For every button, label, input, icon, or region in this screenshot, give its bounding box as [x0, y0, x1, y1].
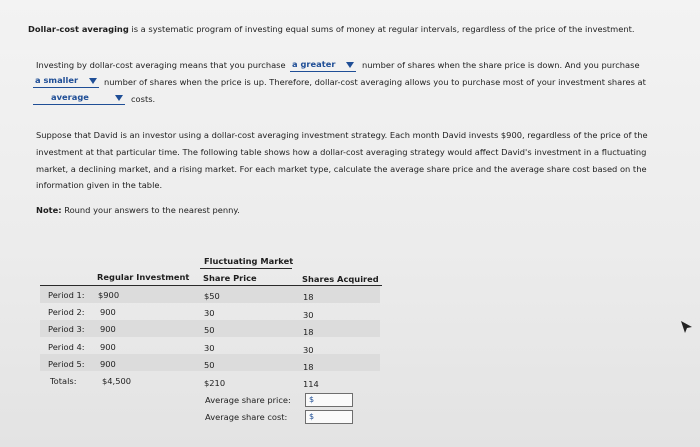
row-4-price: 30	[204, 343, 215, 353]
header-investment: Regular Investment	[97, 272, 190, 282]
note-label: Note:	[36, 205, 62, 215]
row-5-price: 50	[204, 360, 215, 370]
dropdown-share-price-up[interactable]	[33, 75, 99, 88]
row-2-shares: 30	[303, 310, 314, 320]
row-5-shares: 18	[303, 362, 314, 372]
row-2-price: 30	[204, 308, 215, 318]
avg-cost-label: Average share cost:	[205, 412, 288, 422]
fill-line-2-text: number of shares when the price is up. Therefore, dollar-cost averaging allows you to purchase most of your investment shares at	[104, 77, 646, 87]
intro-text: is a systematic program of investing equal sums of money at regular intervals, regardless of the price of the investment.	[128, 24, 635, 34]
fill-line-1-tail: number of shares when the share price is down. And you purchase	[362, 60, 640, 70]
scenario-line-4: information given in the table.	[36, 180, 163, 190]
chevron-down-icon	[346, 62, 354, 68]
header-rule	[40, 285, 382, 286]
avg-share-price-input[interactable]	[305, 393, 353, 407]
dropdown-costs[interactable]	[33, 92, 125, 105]
row-5-period: Period 5:	[48, 359, 85, 369]
avg-share-cost-input[interactable]	[305, 410, 353, 424]
header-shares: Shares Acquired	[302, 274, 379, 284]
totals-investment: $4,500	[102, 376, 132, 386]
note	[36, 205, 240, 215]
scenario-line-1: Suppose that David is an investor using a dollar-cost averaging investment strategy. Each month David invests $900, regardless of the price of the	[36, 130, 648, 140]
dropdown-share-price-down[interactable]	[290, 59, 356, 72]
note-text: Round your answers to the nearest penny.	[61, 205, 240, 215]
currency-prefix: $	[309, 412, 315, 421]
group-header-rule	[200, 268, 292, 269]
fill-line-1-text: Investing by dollar-cost averaging means that you purchase	[36, 60, 286, 70]
intro-paragraph	[28, 24, 635, 34]
row-2-investment: 900	[100, 307, 116, 317]
scenario-line-3: market, a declining market, and a rising market. For each market type, calculate the average share price and the average share cost based on the	[36, 164, 647, 174]
chevron-down-icon	[89, 78, 97, 84]
row-4-period: Period 4:	[48, 342, 85, 352]
row-3-period: Period 3:	[48, 324, 85, 334]
row-3-price: 50	[204, 325, 215, 335]
dropdown-value: a smaller	[35, 75, 79, 85]
row-2-period: Period 2:	[48, 307, 85, 317]
row-5-investment: 900	[100, 359, 116, 369]
dropdown-value: a greater	[292, 59, 336, 69]
row-1-price: $50	[204, 291, 220, 301]
row-1-investment: $900	[98, 290, 120, 300]
intro-term: Dollar-cost averaging	[28, 24, 129, 34]
currency-prefix: $	[309, 395, 315, 404]
totals-shares: 114	[303, 379, 319, 389]
row-1-shares: 18	[303, 292, 314, 302]
chevron-down-icon	[115, 95, 123, 101]
totals-price: $210	[204, 378, 226, 388]
avg-price-label: Average share price:	[205, 395, 291, 405]
row-3-shares: 18	[303, 327, 314, 337]
group-header: Fluctuating Market	[204, 256, 294, 266]
row-3-investment: 900	[100, 324, 116, 334]
totals-label: Totals:	[50, 376, 77, 386]
header-price: Share Price	[203, 273, 257, 283]
row-1-period: Period 1:	[48, 290, 85, 300]
mouse-pointer-icon	[680, 320, 694, 334]
scenario-line-2: investment at that particular time. The following table shows how a dollar-cost averaging strategy would affect David's investment in a fluctuating	[36, 147, 647, 157]
fill-line-3-text: costs.	[131, 94, 156, 104]
row-4-shares: 30	[303, 345, 314, 355]
dropdown-value: average	[51, 92, 89, 102]
row-4-investment: 900	[100, 342, 116, 352]
